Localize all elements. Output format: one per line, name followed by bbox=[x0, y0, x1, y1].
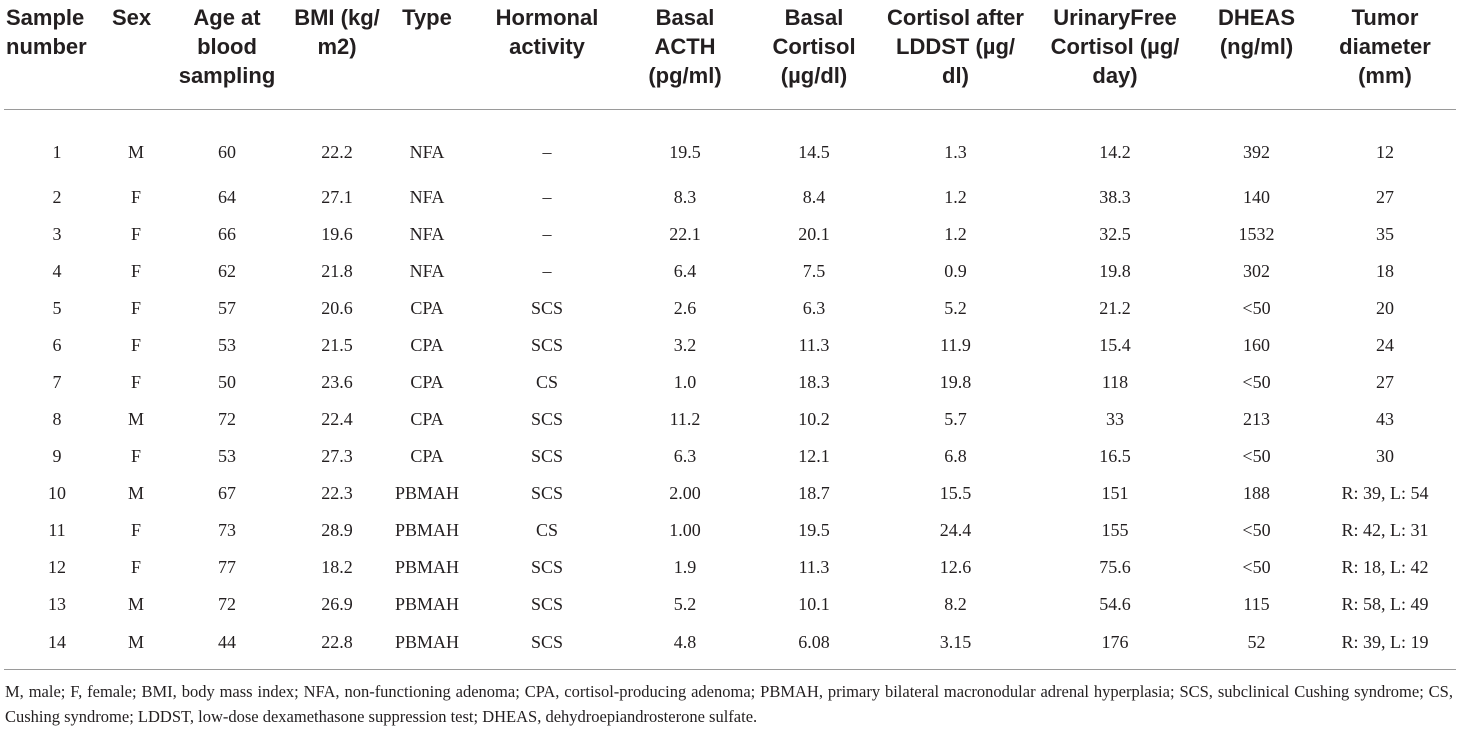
cell-bmi: 27.3 bbox=[321, 445, 353, 466]
cell-dheas: <50 bbox=[1242, 519, 1271, 540]
table-row bbox=[4, 623, 1456, 670]
cell-tumor-diameter: 27 bbox=[1376, 186, 1394, 207]
cell-tumor-diameter: R: 39, L: 19 bbox=[1341, 632, 1429, 652]
cell-basal-acth: 19.5 bbox=[669, 141, 701, 162]
header-hormonal-activity: Hormonal activity bbox=[472, 0, 622, 109]
cell-sample-number: 10 bbox=[48, 482, 66, 503]
cell-cortisol-lddst: 5.2 bbox=[944, 297, 967, 318]
cell-sex: F bbox=[130, 223, 141, 244]
cell-sample-number: 12 bbox=[48, 556, 66, 577]
cell-type: CPA bbox=[410, 408, 444, 429]
cell-hormonal-activity: – bbox=[542, 260, 552, 281]
cell-sample-number: 9 bbox=[52, 445, 62, 466]
cell-dheas: 1532 bbox=[1238, 223, 1275, 244]
header-sample-number: Sample number bbox=[4, 0, 110, 109]
cell-basal-cortisol: 20.1 bbox=[798, 223, 830, 244]
cell-sample-number: 8 bbox=[52, 408, 62, 429]
cell-cortisol-lddst: 0.9 bbox=[944, 260, 967, 281]
cell-cortisol-lddst: 19.8 bbox=[939, 371, 972, 392]
cell-age: 66 bbox=[218, 223, 236, 244]
cell-sex: F bbox=[130, 445, 141, 466]
header-sex: Sex bbox=[110, 0, 162, 109]
header-dheas: DHEAS (ng/ml) bbox=[1199, 0, 1314, 109]
cell-dheas: 52 bbox=[1247, 632, 1266, 652]
cell-cortisol-lddst: 15.5 bbox=[939, 482, 972, 503]
cell-urinary-free-cortisol: 14.2 bbox=[1099, 141, 1131, 162]
table-row bbox=[4, 475, 1456, 512]
cell-sample-number: 3 bbox=[52, 223, 62, 244]
cell-basal-acth: 6.4 bbox=[673, 260, 697, 281]
cell-type: NFA bbox=[409, 260, 445, 281]
cell-basal-cortisol: 12.1 bbox=[798, 445, 830, 466]
clinical-characteristics-table bbox=[4, 0, 1456, 670]
cell-urinary-free-cortisol: 21.2 bbox=[1099, 297, 1131, 318]
header-age: Age at blood sampling bbox=[162, 0, 292, 109]
cell-urinary-free-cortisol: 155 bbox=[1101, 519, 1129, 540]
cell-urinary-free-cortisol: 16.5 bbox=[1099, 445, 1131, 466]
cell-dheas: 392 bbox=[1243, 141, 1270, 162]
cell-bmi: 22.4 bbox=[321, 408, 353, 429]
cell-type: CPA bbox=[410, 445, 444, 466]
header-tumor-diameter: Tumor diameter (mm) bbox=[1314, 0, 1456, 109]
cell-hormonal-activity: SCS bbox=[530, 408, 564, 429]
header-type: Type bbox=[382, 0, 472, 109]
cell-type: PBMAH bbox=[394, 519, 460, 540]
cell-basal-acth: 1.00 bbox=[669, 519, 701, 540]
cell-basal-cortisol: 11.3 bbox=[798, 556, 830, 577]
cell-tumor-diameter: R: 58, L: 49 bbox=[1341, 593, 1429, 614]
cell-bmi: 20.6 bbox=[321, 297, 353, 318]
cell-age: 72 bbox=[218, 593, 236, 614]
cell-cortisol-lddst: 8.2 bbox=[944, 593, 967, 614]
table-row bbox=[4, 401, 1456, 438]
table-row bbox=[4, 290, 1456, 327]
cell-sex: M bbox=[127, 482, 144, 503]
header-cortisol-lddst: Cortisol after LDDST (µg/ dl) bbox=[880, 0, 1031, 109]
cell-hormonal-activity: SCS bbox=[530, 593, 564, 614]
cell-tumor-diameter: R: 39, L: 54 bbox=[1341, 482, 1429, 503]
cell-age: 53 bbox=[218, 445, 236, 466]
cell-hormonal-activity: SCS bbox=[530, 632, 564, 652]
cell-tumor-diameter: 27 bbox=[1376, 371, 1394, 392]
cell-sample-number: 5 bbox=[52, 297, 62, 318]
cell-bmi: 18.2 bbox=[321, 556, 353, 577]
cell-sex: F bbox=[130, 260, 141, 281]
cell-type: NFA bbox=[409, 141, 445, 162]
cell-dheas: 115 bbox=[1243, 593, 1270, 614]
table-footnote: M, male; F, female; BMI, body mass index; NFA, non-functioning adenoma; CPA, cortisol-producing adenoma; PBMAH, primary bilateral macronodular adrenal hyperplasia; SCS, subclinical Cushing syndrome; CS, Cushing syndrome; LDDST, low-dose dexamethasone suppression test; DHEAS, dehydroepiandrosterone sulfate. bbox=[5, 681, 1453, 726]
cell-basal-cortisol: 11.3 bbox=[798, 334, 830, 355]
cell-urinary-free-cortisol: 19.8 bbox=[1099, 260, 1131, 281]
cell-dheas: <50 bbox=[1242, 445, 1271, 466]
cell-age: 53 bbox=[218, 334, 236, 355]
cell-sex: M bbox=[127, 141, 144, 162]
cell-basal-acth: 2.6 bbox=[673, 297, 697, 318]
cell-cortisol-lddst: 5.7 bbox=[944, 408, 967, 429]
header-row bbox=[4, 0, 1456, 109]
cell-tumor-diameter: 43 bbox=[1376, 408, 1394, 429]
cell-hormonal-activity: – bbox=[542, 186, 552, 207]
cell-age: 50 bbox=[218, 371, 236, 392]
cell-tumor-diameter: 18 bbox=[1376, 260, 1394, 281]
cell-type: PBMAH bbox=[394, 593, 460, 614]
cell-basal-cortisol: 6.3 bbox=[802, 297, 826, 318]
cell-basal-cortisol: 10.2 bbox=[798, 408, 830, 429]
cell-hormonal-activity: SCS bbox=[530, 297, 564, 318]
header-urinary-free-cortisol: UrinaryFree Cortisol (µg/ day) bbox=[1031, 0, 1199, 109]
cell-bmi: 21.8 bbox=[321, 260, 353, 281]
cell-cortisol-lddst: 1.2 bbox=[944, 186, 967, 207]
cell-type: CPA bbox=[410, 334, 444, 355]
cell-sex: F bbox=[130, 556, 141, 577]
cell-bmi: 21.5 bbox=[321, 334, 353, 355]
cell-type: CPA bbox=[410, 371, 444, 392]
cell-basal-acth: 5.2 bbox=[673, 593, 697, 614]
header-basal-acth: Basal ACTH (pg/ml) bbox=[622, 0, 748, 109]
table-row bbox=[4, 512, 1456, 549]
cell-age: 64 bbox=[218, 186, 236, 207]
cell-urinary-free-cortisol: 151 bbox=[1101, 482, 1129, 503]
table-row bbox=[4, 179, 1456, 216]
cell-hormonal-activity: SCS bbox=[530, 445, 564, 466]
cell-sex: F bbox=[130, 297, 141, 318]
cell-sex: M bbox=[127, 593, 144, 614]
cell-hormonal-activity: SCS bbox=[530, 334, 564, 355]
cell-basal-acth: 6.3 bbox=[673, 445, 697, 466]
cell-sample-number: 13 bbox=[48, 593, 66, 614]
cell-cortisol-lddst: 1.2 bbox=[944, 223, 967, 244]
cell-hormonal-activity: – bbox=[542, 223, 552, 244]
cell-age: 60 bbox=[218, 141, 236, 162]
cell-dheas: <50 bbox=[1242, 297, 1271, 318]
cell-hormonal-activity: – bbox=[542, 141, 552, 162]
cell-age: 62 bbox=[218, 260, 236, 281]
header-bmi: BMI (kg/ m2) bbox=[292, 0, 382, 109]
cell-hormonal-activity: SCS bbox=[530, 482, 564, 503]
cell-age: 72 bbox=[218, 408, 236, 429]
cell-sample-number: 6 bbox=[52, 334, 62, 355]
cell-basal-cortisol: 10.1 bbox=[798, 593, 830, 614]
cell-sex: F bbox=[130, 334, 141, 355]
cell-type: PBMAH bbox=[394, 556, 460, 577]
cell-urinary-free-cortisol: 118 bbox=[1101, 371, 1129, 392]
cell-type: NFA bbox=[409, 186, 445, 207]
cell-cortisol-lddst: 6.8 bbox=[944, 445, 967, 466]
cell-hormonal-activity: CS bbox=[535, 371, 559, 392]
header-basal-cortisol: Basal Cortisol (µg/dl) bbox=[748, 0, 880, 109]
cell-tumor-diameter: 12 bbox=[1376, 141, 1394, 162]
cell-dheas: <50 bbox=[1242, 556, 1271, 577]
cell-basal-cortisol: 18.3 bbox=[798, 371, 830, 392]
cell-tumor-diameter: R: 42, L: 31 bbox=[1341, 519, 1429, 540]
cell-basal-acth: 1.9 bbox=[673, 556, 697, 577]
cell-sample-number: 11 bbox=[48, 519, 66, 540]
cell-dheas: <50 bbox=[1242, 371, 1271, 392]
cell-bmi: 27.1 bbox=[321, 186, 353, 207]
cell-urinary-free-cortisol: 32.5 bbox=[1099, 223, 1131, 244]
cell-cortisol-lddst: 3.15 bbox=[939, 632, 972, 652]
cell-basal-acth: 8.3 bbox=[673, 186, 697, 207]
table-row bbox=[4, 586, 1456, 623]
cell-dheas: 140 bbox=[1243, 186, 1270, 207]
cell-dheas: 213 bbox=[1243, 408, 1270, 429]
cell-tumor-diameter: 30 bbox=[1376, 445, 1394, 466]
cell-age: 77 bbox=[218, 556, 236, 577]
cell-urinary-free-cortisol: 75.6 bbox=[1099, 556, 1131, 577]
cell-bmi: 28.9 bbox=[321, 519, 353, 540]
cell-basal-acth: 1.0 bbox=[673, 371, 697, 392]
cell-urinary-free-cortisol: 15.4 bbox=[1099, 334, 1131, 355]
cell-dheas: 160 bbox=[1243, 334, 1270, 355]
cell-age: 44 bbox=[218, 632, 236, 652]
cell-basal-cortisol: 19.5 bbox=[798, 519, 830, 540]
cell-sample-number: 1 bbox=[52, 141, 62, 162]
cell-basal-cortisol: 8.4 bbox=[802, 186, 826, 207]
cell-sex: M bbox=[127, 408, 144, 429]
cell-urinary-free-cortisol: 54.6 bbox=[1099, 593, 1131, 614]
table-row bbox=[4, 327, 1456, 364]
cell-sex: F bbox=[130, 519, 141, 540]
cell-tumor-diameter: R: 18, L: 42 bbox=[1341, 556, 1429, 577]
table-row bbox=[4, 216, 1456, 253]
cell-basal-acth: 4.8 bbox=[673, 632, 697, 652]
cell-age: 67 bbox=[218, 482, 236, 503]
cell-type: CPA bbox=[410, 297, 444, 318]
cell-dheas: 302 bbox=[1243, 260, 1270, 281]
cell-bmi: 22.8 bbox=[321, 632, 353, 652]
cell-urinary-free-cortisol: 176 bbox=[1101, 632, 1129, 652]
cell-bmi: 26.9 bbox=[321, 593, 353, 614]
cell-tumor-diameter: 35 bbox=[1376, 223, 1394, 244]
cell-cortisol-lddst: 11.9 bbox=[940, 334, 971, 355]
cell-dheas: 188 bbox=[1243, 482, 1270, 503]
cell-basal-cortisol: 14.5 bbox=[798, 141, 830, 162]
table-row bbox=[4, 549, 1456, 586]
cell-tumor-diameter: 24 bbox=[1376, 334, 1394, 355]
cell-bmi: 22.2 bbox=[321, 141, 353, 162]
table-row bbox=[4, 438, 1456, 475]
cell-sex: F bbox=[130, 371, 141, 392]
cell-tumor-diameter: 20 bbox=[1376, 297, 1394, 318]
cell-cortisol-lddst: 24.4 bbox=[939, 519, 972, 540]
cell-bmi: 23.6 bbox=[321, 371, 353, 392]
table-body bbox=[4, 109, 1456, 669]
cell-basal-acth: 2.00 bbox=[669, 482, 701, 503]
cell-sample-number: 4 bbox=[52, 260, 62, 281]
cell-type: PBMAH bbox=[394, 632, 460, 652]
cell-hormonal-activity: SCS bbox=[530, 556, 564, 577]
table-row bbox=[4, 364, 1456, 401]
cell-hormonal-activity: CS bbox=[535, 519, 559, 540]
cell-basal-acth: 3.2 bbox=[673, 334, 697, 355]
table-row bbox=[4, 253, 1456, 290]
cell-urinary-free-cortisol: 33 bbox=[1106, 408, 1124, 429]
cell-type: PBMAH bbox=[394, 482, 460, 503]
cell-age: 73 bbox=[218, 519, 236, 540]
cell-sex: M bbox=[127, 632, 144, 652]
cell-cortisol-lddst: 1.3 bbox=[944, 141, 967, 162]
cell-basal-cortisol: 6.08 bbox=[798, 632, 830, 652]
cell-basal-acth: 11.2 bbox=[669, 408, 701, 429]
cell-bmi: 22.3 bbox=[321, 482, 353, 503]
cell-sample-number: 7 bbox=[52, 371, 62, 392]
table-row bbox=[4, 109, 1456, 179]
cell-age: 57 bbox=[218, 297, 236, 318]
cell-sex: F bbox=[130, 186, 141, 207]
cell-sample-number: 14 bbox=[48, 632, 66, 652]
cell-basal-acth: 22.1 bbox=[669, 223, 701, 244]
cell-sample-number: 2 bbox=[52, 186, 62, 207]
cell-cortisol-lddst: 12.6 bbox=[939, 556, 972, 577]
cell-bmi: 19.6 bbox=[321, 223, 353, 244]
cell-urinary-free-cortisol: 38.3 bbox=[1099, 186, 1131, 207]
cell-basal-cortisol: 7.5 bbox=[802, 260, 826, 281]
cell-basal-cortisol: 18.7 bbox=[798, 482, 830, 503]
cell-type: NFA bbox=[409, 223, 445, 244]
